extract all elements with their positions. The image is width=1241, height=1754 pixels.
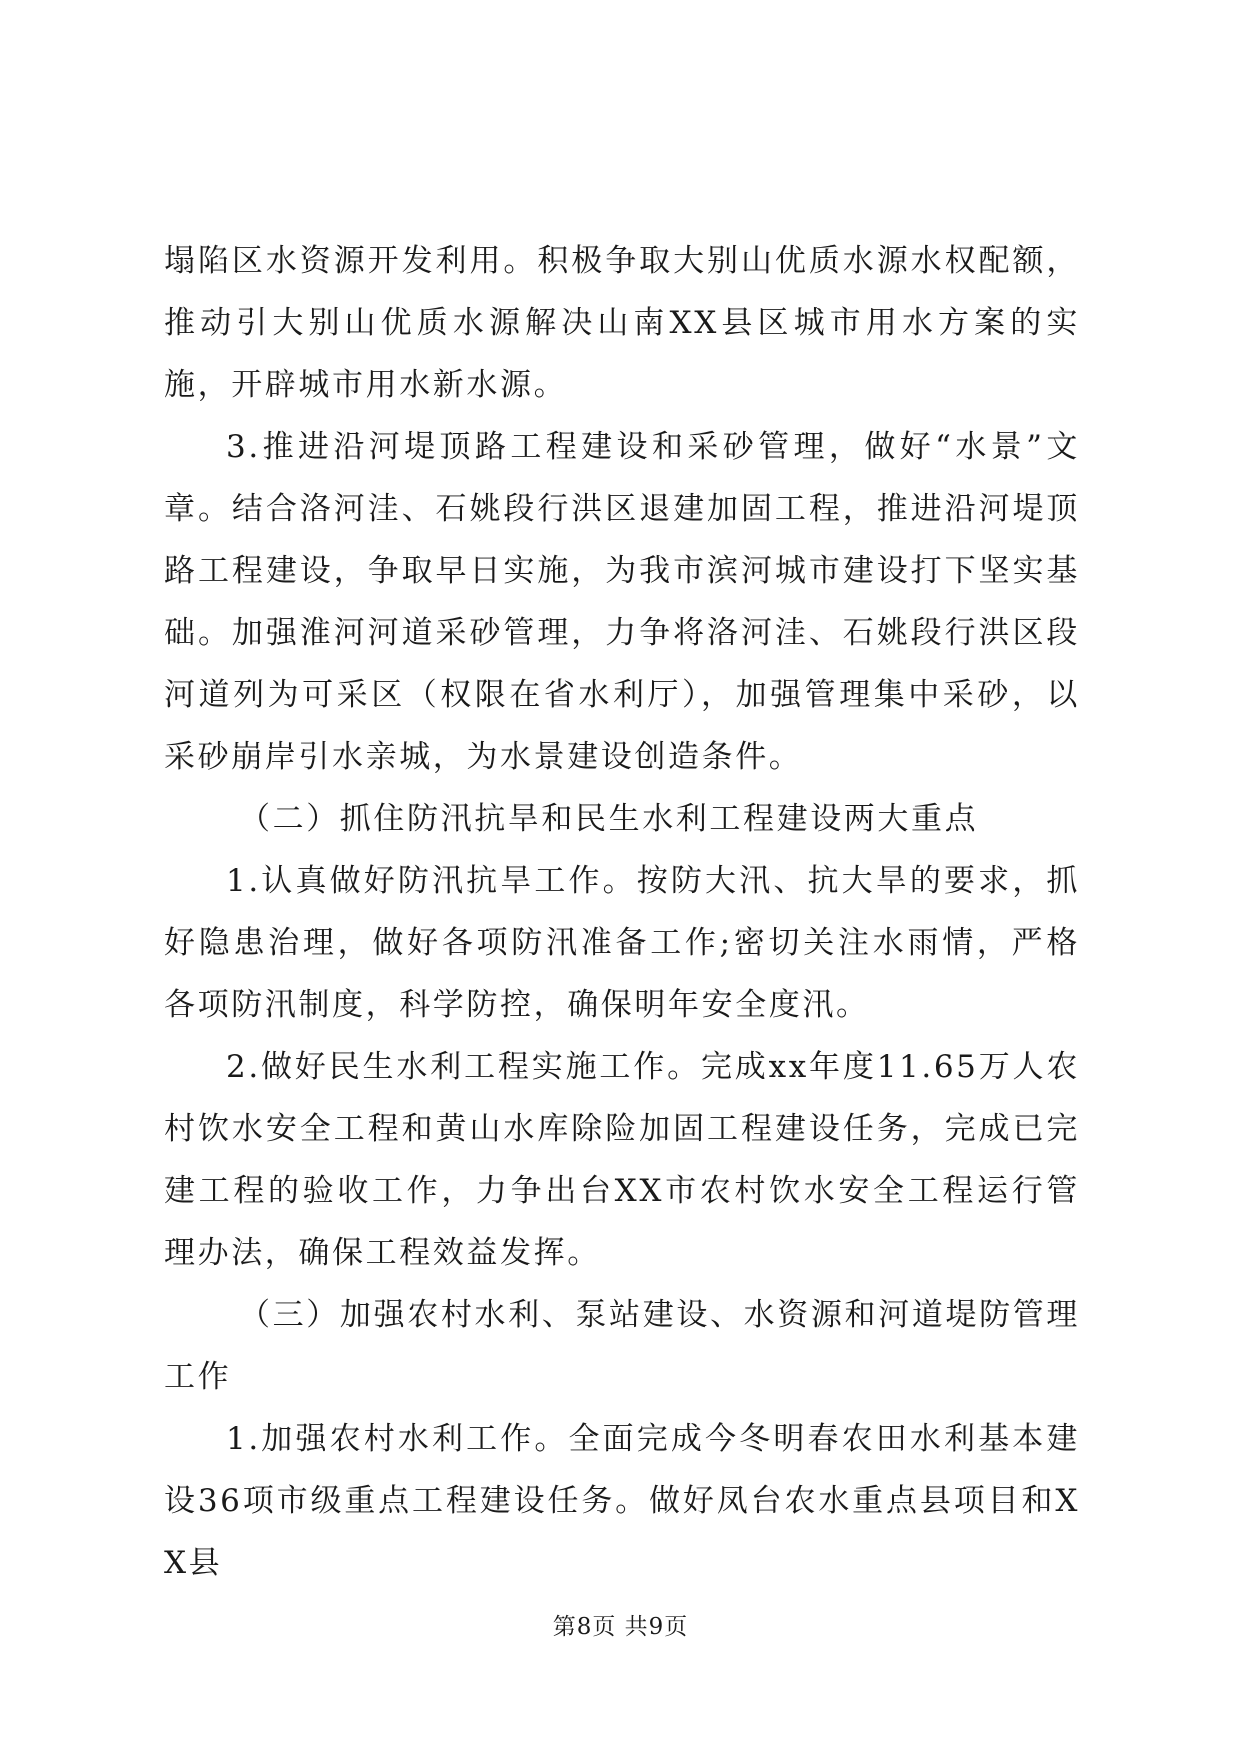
paragraph-item-2-livelihood: 2.做好民生水利工程实施工作。完成xx年度11.65万人农村饮水安全工程和黄山水库除险加固工程建设任务，完成已完建工程的验收工作，力争出台XX市农村饮水安全工程运行管理办法，确保工程效益发挥。 (164, 1049, 1080, 1271)
document-body (164, 230, 1080, 1594)
section-heading-2: （二）抓住防汛抗旱和民生水利工程建设两大重点 (239, 801, 979, 837)
paragraph-item-1-rural: 1.加强农村水利工作。全面完成今冬明春农田水利基本建设36项市级重点工程建设任务。做好凤台农水重点县项目和XX县 (164, 1421, 1080, 1581)
page-number-footer: 第8页 共9页 (552, 1614, 689, 1640)
paragraph-item-3: 3.推进沿河堤顶路工程建设和采砂管理，做好“水景”文章。结合洛河洼、石姚段行洪区退建加固工程，推进沿河堤顶路工程建设，争取早日实施，为我市滨河城市建设打下坚实基础。加强淮河河道采砂管理，力争将洛河洼、石姚段行洪区段河道列为可采区（权限在省水利厅），加强管理集中采砂，以采砂崩岸引水亲城，为水景建设创造条件。 (164, 429, 1080, 775)
paragraph-item-1-flood: 1.认真做好防汛抗旱工作。按防大汛、抗大旱的要求，抓好隐患治理，做好各项防汛准备工作;密切关注水雨情，严格各项防汛制度，科学防控，确保明年安全度汛。 (164, 863, 1080, 1023)
paragraph-continued: 塌陷区水资源开发利用。积极争取大别山优质水源水权配额，推动引大别山优质水源解决山南XX县区城市用水方案的实施，开辟城市用水新水源。 (164, 243, 1080, 403)
section-heading-3: （三）加强农村水利、泵站建设、水资源和河道堤防管理工作 (164, 1297, 1080, 1395)
